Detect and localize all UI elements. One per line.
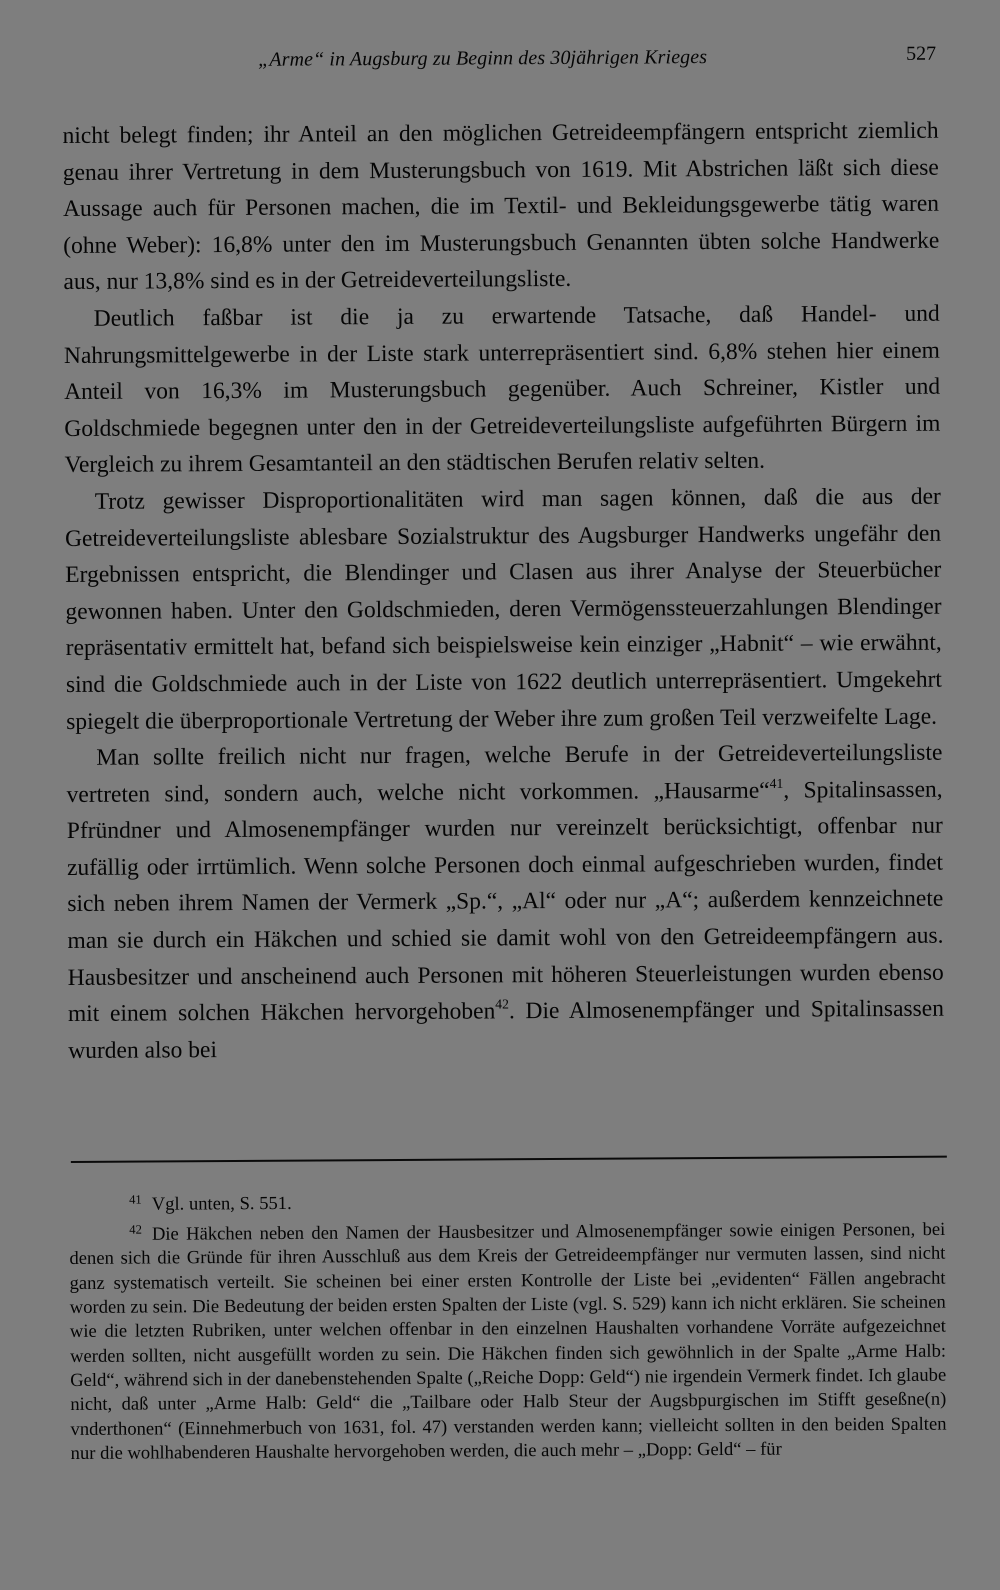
- paragraph-4-text-c: . Die Almosenempfänger und Spitalinsassen wurden also bei: [68, 995, 945, 1064]
- footnote-text: Vgl. unten, S. 551.: [151, 1192, 292, 1215]
- page-number: 527: [906, 42, 937, 65]
- footnote-number: 41: [129, 1192, 142, 1207]
- paragraph-3: Trotz gewisser Disproportionalitäten wird man sagen können, daß die aus der Getreideverteilungsliste ablesbare Sozialstruktur des Augsburger Handwerks ungefähr den Ergebnissen entspricht, die Blendinger und Clasen aus ihrer Analyse der Steuerbücher gewonnen haben. Unter den Goldschmieden, deren Vermögenssteuerzahlungen Blendinger repräsentativ ermittelt hat, befand sich beispielsweise kein einziger „Habnit“ – wie erwähnt, sind die Goldschmiede auch in der Liste von 1622 deutlich unterrepräsentiert. Umgekehrt spiegelt die überproportionale Vertretung der Weber ihre zum großen Teil verzweifelte Lage.: [64, 483, 943, 735]
- paragraph-4-text-a: Man sollte freilich nicht nur fragen, welche Berufe in der Getreideverteilungsliste vertreten sind, sondern auch, welche nicht vorkommen. „Hausarme“: [66, 739, 943, 808]
- footnote-42: [69, 1212, 947, 1466]
- running-title: „Arme“ in Augsburg zu Beginn des 30jährigen Krieges: [258, 46, 708, 71]
- footnote-text: Die Häkchen neben den Namen der Hausbesitzer und Almosenempfänger sowie einigen Personen, bei denen sich die Gründe für ihren Ausschluß aus dem Kreis der Getreideempfänger nur vermuten lassen, sind nicht ganz systematisch verteilt. Sie scheinen bei einer ersten Kontrolle der Liste bei „evidenten“ Fällen angebracht worden zu sein. Die Bedeutung der beiden ersten Spalten der Liste (vgl. S. 529) kann ich nicht erklären. Sie scheinen wie die letzten Rubriken, unter welchen offenbar in den einzelnen Haushalten vorhandene Vorräte aufgezeichnet werden sollten, nicht ausgefüllt worden zu sein. Die Häkchen finden sich gewöhnlich in der Spalte „Arme Halb: Geld“, während sich in der danebenstehenden Spalte („Reiche Dopp: Geld“) nie irgendein Vermerk findet. Ich glaube nicht, daß unter „Arme Halb: Geld“ die „Tailbare oder Halb Steur der Augsbpurgischen im Stifft geseßne(n) vnderthonen“ (Einnehmerbuch von 1631, fol. 47) verstanden werden kann; vielleicht sollten in den beiden Spalten nur die wohlhabenderen Haushalte hervorgehoben werden, die auch mehr – „Dopp: Geld“ – für: [69, 1218, 947, 1465]
- main-text: [62, 113, 944, 1070]
- footnote-ref-42: 42: [495, 996, 509, 1012]
- footnote-ref-41: 41: [769, 775, 784, 791]
- footnote-divider: [71, 1156, 947, 1163]
- book-page: [62, 35, 961, 1570]
- paragraph-4: [66, 735, 944, 1070]
- page-header: [62, 35, 952, 84]
- footnote-number: 42: [129, 1222, 142, 1237]
- paragraph-1: nicht belegt finden; ihr Anteil an den möglichen Getreideempfängern entspricht ziemlich genau ihrer Vertretung in dem Musterungsbuch von 1619. Mit Abstrichen läßt sich diese Aussage auch für Personen machen, die im Textil- und Bekleidungsgewerbe tätig waren (ohne Weber): 16,8% unter den im Musterungsbuch Genannten übten solche Handwerke aus, nur 13,8% sind es in der Getreideverteilungsliste.: [62, 117, 940, 296]
- paragraph-2: Deutlich faßbar ist die ja zu erwartende Tatsache, daß Handel- und Nahrungsmittelgewerbe in der Liste stark unterrepräsentiert sind. 6,8% stehen hier einem Anteil von 16,3% im Musterungsbuch gegenüber. Auch Schreiner, Kistler und Goldschmiede begegnen unter den in der Getreideverteilungsliste aufgeführten Bürgern im Vergleich zu ihrem Gesamtanteil an den städtischen Berufen relativ selten.: [63, 300, 941, 479]
- paragraph-4-text-b: , Spitalinsassen, Pfründner und Almosenempfänger wurden nur vereinzelt berücksichtigt, offenbar nur zufällig oder irrtümlich. Wenn solche Personen doch einmal aufgeschrieben wurden, findet sich neben ihrem Namen der Vermerk „Sp.“, „Al“ oder nur „A“; außerdem kennzeichnete man sie durch ein Häkchen und schied sie damit wohl von den Getreideempfängern aus. Hausbesitzer und anscheinend auch Personen mit höheren Steuerleistungen wurden ebenso mit einem solchen Häkchen hervorgehoben: [66, 776, 944, 1028]
- footnotes: [69, 1183, 947, 1467]
